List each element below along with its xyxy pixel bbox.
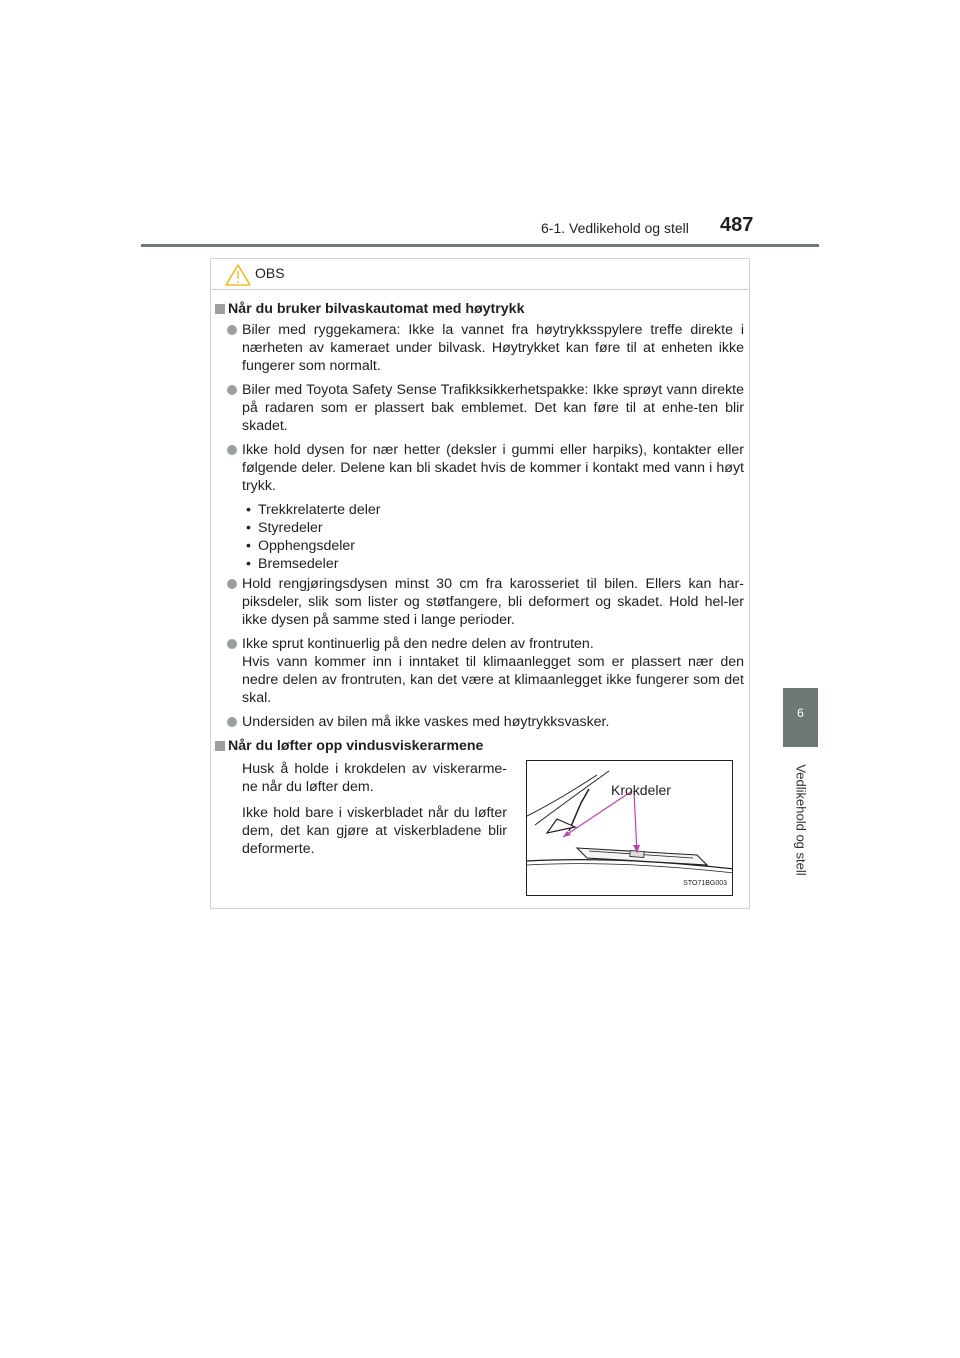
list-item: Biler med Toyota Safety Sense Trafikksikkerhetspakke: Ikke sprøyt vann direkte på radaren som er plassert bak emblemet. Det kan føre til at enhe-ten blir skadet. xyxy=(211,381,751,435)
round-bullet-icon xyxy=(227,325,237,335)
section-heading: Når du bruker bilvaskautomat med høytrykk xyxy=(211,300,751,318)
round-bullet-icon xyxy=(227,639,237,649)
list-item: Ikke hold dysen for nær hetter (deksler i gummi eller harpiks), kontakter eller følgende deler. Delene kan bli skadet hvis de kommer i kontakt med vann i høyt trykk. xyxy=(211,441,751,495)
parts-list xyxy=(211,501,751,573)
page-number: 487 xyxy=(720,214,754,236)
list-item: Ikke sprut kontinuerlig på den nedre delen av frontruten. Hvis vann kommer inn i inntaket til klimaanlegget som er plassert nær den nedre delen av frontruten, kan det være at klimaanlegget ikke fungerer som det skal. xyxy=(211,635,751,707)
round-bullet-icon xyxy=(227,717,237,727)
notice-title: OBS xyxy=(255,265,285,281)
header-divider xyxy=(141,244,819,247)
part-item: • Opphengsdeler xyxy=(246,537,751,555)
section-heading: Når du løfter opp vindusviskerarmene xyxy=(211,737,751,755)
part-item: • Trekkrelaterte deler xyxy=(246,501,751,519)
notice-box xyxy=(210,258,750,909)
square-bullet-icon xyxy=(215,741,225,751)
paragraph: Ikke hold bare i viskerbladet når du løfter dem, det kan gjøre at viskerbladene blir deformerte. xyxy=(242,805,507,857)
section-title: 6-1. Vedlikehold og stell xyxy=(541,220,689,236)
round-bullet-icon xyxy=(227,385,237,395)
part-item: • Bremsedeler xyxy=(246,555,751,573)
part-item: • Styredeler xyxy=(246,519,751,537)
round-bullet-icon xyxy=(227,579,237,589)
wiper-instructions xyxy=(211,760,751,900)
list-item: Hold rengjøringsdysen minst 30 cm fra karosseriet til bilen. Ellers kan har-piksdeler, slik som lister og støtfangere, bli deformert og skadet. Hold hel-ler ikke dysen på samme sted i lange perioder. xyxy=(211,575,751,629)
figure-callout-label: Krokdeler xyxy=(611,782,671,798)
warning-triangle-icon xyxy=(225,264,251,286)
paragraph: Husk å holde i krokdelen av viskerarme-ne når du løfter dem. xyxy=(242,761,507,795)
list-item: Undersiden av bilen må ikke vaskes med høytrykksvasker. xyxy=(211,713,751,731)
notice-content xyxy=(211,300,751,900)
notice-header xyxy=(211,259,749,290)
chapter-tab[interactable]: 6 xyxy=(783,688,818,747)
wiper-illustration xyxy=(526,760,733,896)
chapter-side-label: Vedlikehold og stell xyxy=(793,764,809,876)
figure-code: STO71BG003 xyxy=(683,880,727,887)
wiper-text xyxy=(242,760,507,866)
list-item: Biler med ryggekamera: Ikke la vannet fra høytrykksspylere treffe direkte i nærheten av kameraet under bilvask. Høytrykket kan føre til at enheten ikke fungerer som normalt. xyxy=(211,321,751,375)
square-bullet-icon xyxy=(215,304,225,314)
round-bullet-icon xyxy=(227,445,237,455)
